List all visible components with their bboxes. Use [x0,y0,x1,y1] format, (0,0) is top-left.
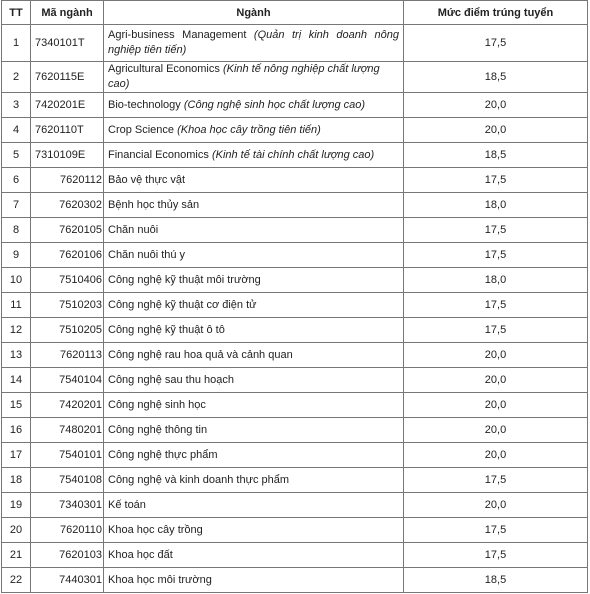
admission-scores-table [1,0,588,593]
major-name: Bio-technology [108,98,181,111]
row-tt: 22 [2,568,31,593]
row-score: 17,5 [404,25,588,62]
major-name-vi: (Công nghệ sinh học chất lượng cao) [183,98,366,111]
table-row [2,568,588,593]
row-code: 7510205 [31,318,104,343]
row-score: 18,5 [404,62,588,93]
major-name-vi: (Kinh tế tài chính chất lượng cao) [211,148,375,161]
major-name: Crop Science [108,123,175,136]
row-code: 7620302 [31,193,104,218]
table-row [2,418,588,443]
row-major: Bảo vệ thực vật [104,168,404,193]
row-score: 20,0 [404,418,588,443]
table-row [2,25,588,62]
row-major: Công nghệ và kinh doanh thực phẩm [104,468,404,493]
table-row [2,118,588,143]
row-major: Công nghệ sinh học [104,393,404,418]
table-row [2,168,588,193]
row-score: 17,5 [404,243,588,268]
row-code: 7620105 [31,218,104,243]
row-tt: 17 [2,443,31,468]
row-score: 18,5 [404,568,588,593]
row-tt: 16 [2,418,31,443]
header-score: Mức điểm trúng tuyển [404,1,588,25]
table-row [2,443,588,468]
row-tt: 15 [2,393,31,418]
row-code: 7340301 [31,493,104,518]
row-tt: 19 [2,493,31,518]
row-tt: 14 [2,368,31,393]
row-major [104,143,404,168]
table-row [2,143,588,168]
row-major: Công nghệ thực phẩm [104,443,404,468]
row-tt: 1 [2,25,31,62]
table-row [2,243,588,268]
row-major: Khoa học cây trồng [104,518,404,543]
row-major [104,25,404,62]
major-name-vi: (Quản trị kinh doanh nông nghiệp tiên tiến) [108,29,399,56]
row-score: 20,0 [404,93,588,118]
row-tt: 6 [2,168,31,193]
row-code: 7620103 [31,543,104,568]
row-tt: 9 [2,243,31,268]
row-score: 20,0 [404,443,588,468]
table-row [2,468,588,493]
row-major: Bệnh học thủy sản [104,193,404,218]
row-tt: 2 [2,62,31,93]
row-tt: 12 [2,318,31,343]
row-score: 18,0 [404,193,588,218]
row-major [104,62,404,93]
row-score: 17,5 [404,318,588,343]
row-score: 17,5 [404,543,588,568]
row-tt: 11 [2,293,31,318]
row-tt: 4 [2,118,31,143]
row-major [104,118,404,143]
row-major: Công nghệ sau thu hoạch [104,368,404,393]
row-major: Công nghệ kỹ thuật ô tô [104,318,404,343]
row-code: 7440301 [31,568,104,593]
table-row [2,543,588,568]
row-code: 7620115E [31,62,104,93]
row-tt: 3 [2,93,31,118]
major-name-vi: (Kinh tế nông nghiệp chất lượng cao) [108,63,380,90]
row-score: 18,5 [404,143,588,168]
table-row [2,393,588,418]
row-score: 17,5 [404,293,588,318]
row-major: Công nghệ kỹ thuật môi trường [104,268,404,293]
table-row [2,518,588,543]
header-major: Ngành [104,1,404,25]
row-major: Công nghệ rau hoa quả và cảnh quan [104,343,404,368]
row-major: Chăn nuôi thú y [104,243,404,268]
table-row [2,62,588,93]
row-code: 7540108 [31,468,104,493]
table-row [2,368,588,393]
row-code: 7480201 [31,418,104,443]
row-tt: 13 [2,343,31,368]
table-row [2,318,588,343]
row-tt: 10 [2,268,31,293]
major-name-vi: (Khoa học cây trồng tiên tiến) [177,123,321,136]
row-score: 18,0 [404,268,588,293]
row-score: 17,5 [404,468,588,493]
row-code: 7340101T [31,25,104,62]
major-name: Financial Economics [108,148,209,161]
table-row [2,218,588,243]
row-code: 7620113 [31,343,104,368]
row-score: 20,0 [404,118,588,143]
row-major: Kế toán [104,493,404,518]
table-row [2,343,588,368]
major-name: Agricultural Economics [108,63,220,75]
row-code: 7540101 [31,443,104,468]
table-row [2,193,588,218]
row-code: 7420201 [31,393,104,418]
row-code: 7620112 [31,168,104,193]
row-major: Khoa học đất [104,543,404,568]
table-row [2,268,588,293]
table-row [2,293,588,318]
row-code: 7620110 [31,518,104,543]
row-major: Khoa học môi trường [104,568,404,593]
header-code: Mã ngành [31,1,104,25]
row-code: 7620106 [31,243,104,268]
row-tt: 7 [2,193,31,218]
row-score: 20,0 [404,343,588,368]
header-tt: TT [2,1,31,25]
row-code: 7510406 [31,268,104,293]
row-score: 20,0 [404,493,588,518]
row-tt: 18 [2,468,31,493]
table-header-row [2,1,588,25]
row-tt: 5 [2,143,31,168]
row-code: 7510203 [31,293,104,318]
row-tt: 20 [2,518,31,543]
row-tt: 8 [2,218,31,243]
row-tt: 21 [2,543,31,568]
row-code: 7310109E [31,143,104,168]
row-code: 7420201E [31,93,104,118]
major-name: Agri-business Management [108,29,247,41]
row-score: 17,5 [404,518,588,543]
table-row [2,93,588,118]
row-code: 7540104 [31,368,104,393]
row-major: Công nghệ kỹ thuật cơ điện tử [104,293,404,318]
table-row [2,493,588,518]
row-score: 20,0 [404,368,588,393]
row-score: 17,5 [404,218,588,243]
row-major: Công nghệ thông tin [104,418,404,443]
row-score: 20,0 [404,393,588,418]
row-major [104,93,404,118]
row-code: 7620110T [31,118,104,143]
row-major: Chăn nuôi [104,218,404,243]
row-score: 17,5 [404,168,588,193]
